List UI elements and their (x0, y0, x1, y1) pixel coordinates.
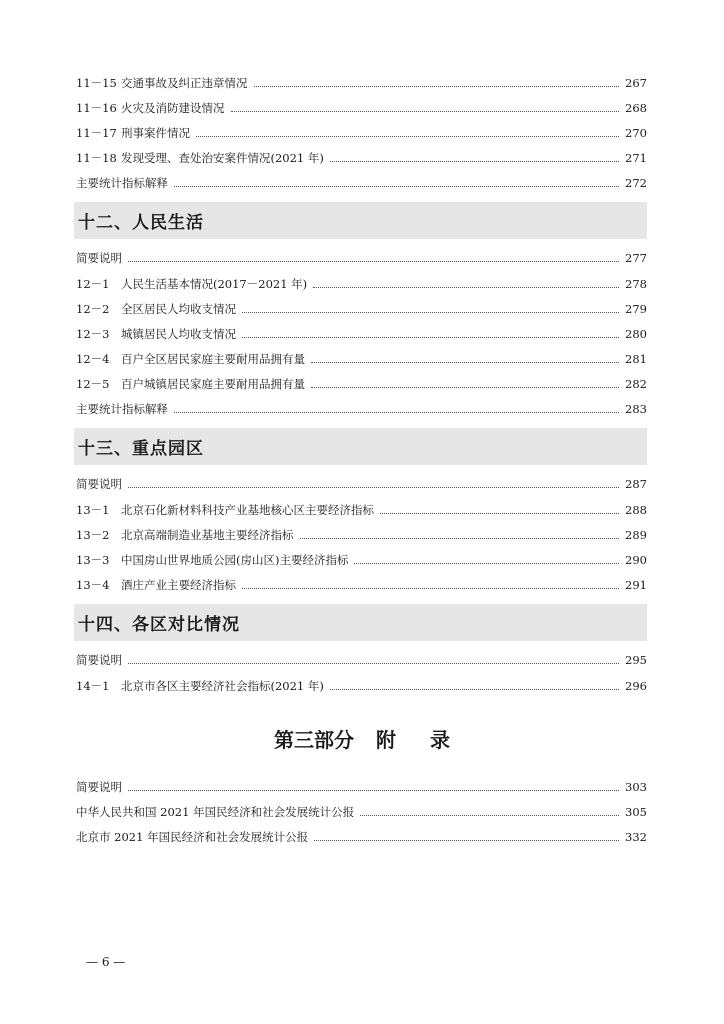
dot-leader (128, 487, 619, 488)
toc-entry[interactable] (76, 123, 647, 143)
entry-number: 11－18 (76, 151, 117, 165)
dot-leader (231, 111, 620, 112)
entry-page: 271 (625, 151, 647, 165)
section-title: 十四、各区对比情况 (78, 615, 240, 635)
toc-entry[interactable] (76, 550, 647, 570)
section-header (74, 202, 647, 239)
toc-entry[interactable] (76, 399, 647, 419)
dot-leader (128, 261, 619, 262)
toc-entry[interactable] (76, 374, 647, 394)
toc-entry[interactable] (76, 525, 647, 545)
entry-number: 12－5 (76, 377, 110, 391)
entry-title: 交通事故及纠正违章情况 (121, 76, 248, 90)
toc-entry[interactable] (76, 474, 647, 494)
section-title: 十二、人民生活 (78, 213, 204, 233)
entry-title: 百户城镇居民家庭主要耐用品拥有量 (121, 377, 305, 391)
section-header (74, 428, 647, 465)
toc-entry[interactable] (76, 802, 647, 822)
toc-entry[interactable] (76, 173, 647, 193)
entry-number: 11－15 (76, 76, 117, 90)
dot-leader (242, 312, 619, 313)
entry-number: 12－4 (76, 352, 110, 366)
entry-title: 简要说明 (76, 477, 122, 491)
entry-title: 发现受理、查处治安案件情况(2021 年) (121, 151, 324, 165)
entry-page: 296 (625, 679, 647, 693)
entry-page: 279 (625, 302, 647, 316)
entry-title: 简要说明 (76, 251, 122, 265)
toc-entry[interactable] (76, 73, 647, 93)
toc-entry[interactable] (76, 148, 647, 168)
section-header (74, 604, 647, 641)
dot-leader (360, 815, 619, 816)
part-heading-word-2: 录 (430, 728, 450, 752)
entry-page: 295 (625, 653, 647, 667)
entry-title: 北京高端制造业基地主要经济指标 (121, 528, 294, 542)
entry-page: 290 (625, 553, 647, 567)
entry-title: 中国房山世界地质公园(房山区)主要经济指标 (121, 553, 349, 567)
entry-page: 270 (625, 126, 647, 140)
dot-leader (174, 412, 619, 413)
dot-leader (313, 287, 619, 288)
entry-title: 简要说明 (76, 780, 122, 794)
dot-leader (174, 186, 619, 187)
dot-leader (254, 86, 620, 87)
part-heading-word-1: 附 (376, 728, 396, 752)
entry-title: 百户全区居民家庭主要耐用品拥有量 (121, 352, 305, 366)
dot-leader (300, 538, 620, 539)
entry-title: 中华人民共和国 2021 年国民经济和社会发展统计公报 (76, 805, 355, 819)
entry-page: 272 (625, 176, 647, 190)
entry-number: 13－1 (76, 503, 110, 517)
dot-leader (314, 840, 619, 841)
entry-title: 全区居民人均收支情况 (121, 302, 236, 316)
entry-page: 288 (625, 503, 647, 517)
entry-page: 303 (625, 780, 647, 794)
entry-page: 332 (625, 830, 647, 844)
entry-page: 281 (625, 352, 647, 366)
entry-page: 277 (625, 251, 647, 265)
entry-page: 267 (625, 76, 647, 90)
toc-entry[interactable] (76, 500, 647, 520)
entry-page: 280 (625, 327, 647, 341)
entry-page: 268 (625, 101, 647, 115)
entry-title: 刑事案件情况 (121, 126, 190, 140)
toc-entry[interactable] (76, 98, 647, 118)
dot-leader (330, 689, 619, 690)
entry-number: 13－4 (76, 578, 110, 592)
entry-title: 北京市 2021 年国民经济和社会发展统计公报 (76, 830, 309, 844)
entry-number: 11－16 (76, 101, 117, 115)
toc-entry[interactable] (76, 324, 647, 344)
dot-leader (242, 337, 619, 338)
toc-entry[interactable] (76, 349, 647, 369)
entry-title: 城镇居民人均收支情况 (121, 327, 236, 341)
entry-page: 305 (625, 805, 647, 819)
dot-leader (128, 663, 619, 664)
entry-title: 主要统计指标解释 (76, 402, 168, 416)
entry-number: 13－2 (76, 528, 110, 542)
entry-title: 简要说明 (76, 653, 122, 667)
toc-entry[interactable] (76, 827, 647, 847)
page-number-footer: — 6 — (86, 955, 126, 969)
entry-title: 北京市各区主要经济社会指标(2021 年) (121, 679, 324, 693)
dot-leader (354, 563, 619, 564)
entry-title: 北京石化新材料科技产业基地核心区主要经济指标 (121, 503, 374, 517)
entry-number: 14－1 (76, 679, 110, 693)
toc-entry[interactable] (76, 777, 647, 797)
part-heading-label: 第三部分 (274, 728, 354, 752)
entry-title: 人民生活基本情况(2017－2021 年) (121, 277, 308, 291)
dot-leader (128, 790, 619, 791)
entry-page: 282 (625, 377, 647, 391)
entry-number: 11－17 (76, 126, 117, 140)
entry-page: 289 (625, 528, 647, 542)
entry-page: 291 (625, 578, 647, 592)
toc-entry[interactable] (76, 575, 647, 595)
entry-number: 12－1 (76, 277, 110, 291)
toc-entry[interactable] (76, 299, 647, 319)
entry-page: 278 (625, 277, 647, 291)
entry-number: 12－3 (76, 327, 110, 341)
dot-leader (311, 362, 619, 363)
entry-number: 12－2 (76, 302, 110, 316)
entry-page: 283 (625, 402, 647, 416)
entry-title: 酒庄产业主要经济指标 (121, 578, 236, 592)
dot-leader (330, 161, 619, 162)
entry-title: 主要统计指标解释 (76, 176, 168, 190)
part-heading (0, 724, 724, 753)
section-title: 十三、重点园区 (78, 439, 204, 459)
dot-leader (196, 136, 619, 137)
entry-number: 13－3 (76, 553, 110, 567)
toc-entry[interactable] (76, 274, 647, 294)
entry-title: 火灾及消防建设情况 (121, 101, 225, 115)
toc-entry[interactable] (76, 248, 647, 268)
toc-entry[interactable] (76, 650, 647, 670)
dot-leader (242, 588, 619, 589)
dot-leader (380, 513, 619, 514)
entry-page: 287 (625, 477, 647, 491)
toc-entry[interactable] (76, 676, 647, 696)
dot-leader (311, 387, 619, 388)
